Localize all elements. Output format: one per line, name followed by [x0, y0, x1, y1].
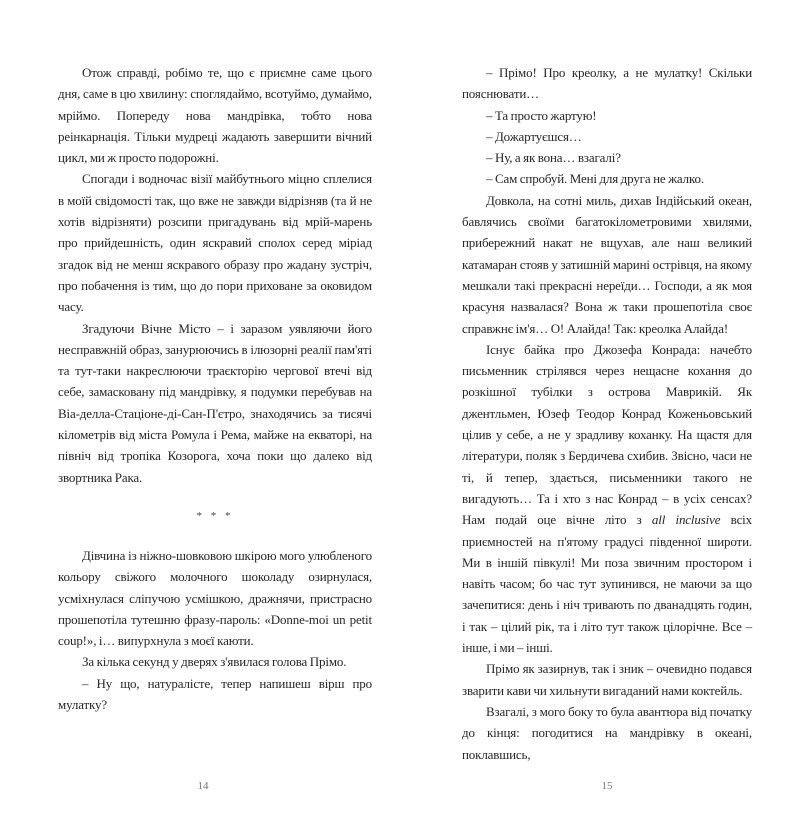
dialogue-line: – Сам спробуй. Мені для друга не жалко. [486, 171, 704, 187]
conrad-paragraph [462, 339, 752, 658]
dialogue-line: – Дожартуєшся… [486, 128, 582, 144]
paragraph: Згадуючи Вічне Місто – і заразом уявляючи його несправжній образ, занурюючись в ілюзорні реалії пам'яті та тут-таки накреслюючи траєкторію чергової втечі від себе, замасковану під мандрівку, я подумки перебував на Віа-делла-Стаціоне-ді-Сан-П'єтро, знаходячись за тисячі кілометрів від міста Ромула і Рема, майже на екваторі, на північ від тропіка Козорога, хоча поки що далеко від звортника Рака. [58, 320, 372, 485]
paragraph: Довкола, на сотні миль, дихав Індійський океан, бавлячись своїми багатокілометровими хвилями, прибережний накат не вщухав, але наш великий катамаран стояв у затишній марині острівця, на якому мешкали такі прекрасні нереїди… Господи, а як моя красуня назвалася? Вона ж таки прошепотіла своє справжнє ім'я… О! Алайда! Так: креолка Алайда! [462, 192, 752, 336]
left-page [58, 0, 372, 815]
right-page [462, 0, 752, 815]
text-run: всіх приємностей на п'ятому градусі південної широти. Ми в іншій півкулі! Ми поза звичним простором і навіть часом; бо час тут зупинився, не маючи за що зачепитися: день і ніч тривають по дванадцять годин, і так – цілий рік, та і літо тут також цілорічне. Все – інше, і ми – інші. [462, 512, 752, 656]
paragraph: Прімо як зазирнув, так і зник – очевидно подався зварити кави чи хильнути вигаданий нами коктейль. [462, 661, 752, 698]
page-number-right: 15 [601, 779, 613, 792]
italic-phrase: all inclusive [651, 512, 721, 528]
right-page-body [462, 62, 752, 765]
page-number-left: 14 [197, 779, 209, 792]
paragraph: Дівчина із ніжно-шовковою шкірою мого улюбленого кольору свіжого молочного шоколаду озирнулася, усміхнулася сліпучою усмішкою, дражнячи, пристрасно прошепотіла тутешню фразу-пароль: «Donne-moi un petit coup!», і… випурхнула з моєї каюти. [58, 547, 372, 649]
text-run: Існує байка про Джозефа Конрада: начебто письменник стрілявся через нещасне кохання до розкішної тубілки з острова Маврикій. Як джентльмен, Юзеф Теодор Конрад Коженьовський цілив у себе, а не у зрадливу коханку. На щастя для літератури, поляк з Бердичева схибив. Звісно, часи не ті, й тепер, здається, письменники такого не вигадують… Та і хто з нас Конрад – в усіх сенсах? Нам подай оце вічне літо з [462, 341, 752, 528]
paragraph: Спогади і водночас візії майбутнього міцно сплелися в моїй свідомості так, що вже не завжди відрізняв (та й не хотів відрізняти) розсипи пригадувань від мрій-марень про прийдешність, один яскравий сполох серед міріад згадок від не менш яскравого образу про жадану зустріч, про побачення із тим, що до пори приховане за оковидом часу. [58, 171, 372, 315]
paragraph: Взагалі, з мого боку то була авантюра від початку до кінця: погодитися на мандрівку в океані, поклавшись, [462, 703, 752, 762]
dialogue-line: – Прімо! Про креолку, а не мулатку! Скільки пояснювати… [462, 65, 752, 102]
paragraph: За кілька секунд у дверях з'явилася голова Прімо. [82, 654, 347, 670]
paragraph: – Ну що, натуралісте, тепер напишеш вірш про мулатку? [58, 675, 372, 713]
section-break: * * * [196, 509, 234, 522]
dialogue-line: – Та просто жартую! [486, 107, 597, 123]
paragraph: Отож справді, робімо те, що є приємне саме цього дня, саме в цю хвилину: споглядаймо, всотуймо, думаймо, мріймо. Попереду нова мандрівка, тобто нова реінкарнація. Тільки мудреці жадають завершити вічний цикл, ми ж просто подорожні. [58, 65, 372, 166]
dialogue-line: – Ну, а як вона… взагалі? [486, 150, 621, 166]
left-page-body [58, 62, 372, 765]
